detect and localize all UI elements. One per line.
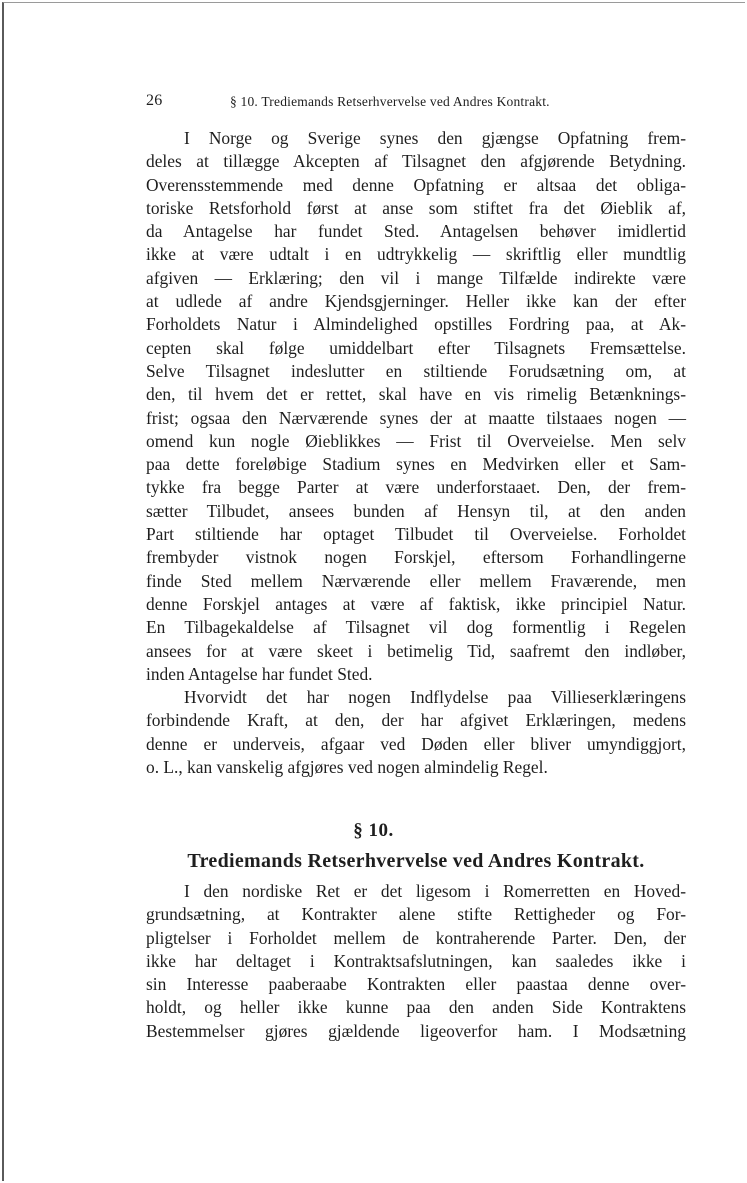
text-line: sætter Tilbudet, ansees bunden af Hensyn til, at den anden [146, 500, 686, 521]
paragraph-2 [146, 880, 686, 1043]
text-line: sin Interesse paaberaabe Kontrakten eller paastaa denne over- [146, 974, 686, 995]
text-line: ikke at være udtalt i en udtrykkelig — skriftlig eller mundtlig [146, 244, 686, 265]
text-line: forbindende Kraft, at den, der har afgivet Erklæringen, medens [146, 710, 686, 731]
text-line: Bestemmelser gjøres gjældende ligeoverfor ham. I Modsætning [146, 1020, 686, 1041]
text-line: denne er underveis, afgaar ved Døden eller bliver umyndiggjort, [146, 733, 686, 754]
text-line: paa dette foreløbige Stadium synes en Medvirken eller et Sam- [146, 454, 686, 475]
text-line: Selve Tilsagnet indeslutter en stiltiende Forudsætning om, at [146, 360, 686, 381]
text-line: cepten skal følge umiddelbart efter Tilsagnets Fremsættelse. [146, 337, 686, 358]
text-line: toriske Retsforhold først at anse som stiftet fra det Øieblik af, [146, 197, 686, 218]
text-line: denne Forskjel antages at være af faktisk, ikke principiel Natur. [146, 593, 686, 614]
text-line: En Tilbagekaldelse af Tilsagnet vil dog formentlig i Regelen [146, 617, 686, 638]
text-line: Part stiltiende har optaget Tilbudet til Overveielse. Forholdet [146, 524, 686, 545]
running-head: § 10. Trediemands Retserhvervelse ved Andres Kontrakt. [230, 94, 550, 109]
text-line: at udlede af andre Kjendsgjerninger. Heller ikke kan der efter [146, 291, 686, 312]
text-line: o. L., kan vanskelig afgjøres ved nogen almindelig Regel. [146, 757, 548, 778]
page-number: 26 [146, 92, 163, 109]
text-line: ansees for at være skeet i betimelig Tid, saafremt den indløber, [146, 640, 686, 661]
section-number: § 10. [353, 820, 394, 841]
text-line: frembyder vistnok nogen Forskjel, eftersom Forhandlingerne [146, 547, 686, 568]
text-line: ikke har deltaget i Kontraktsafslutningen, kan saaledes ikke i [146, 950, 686, 971]
text-line: frist; ogsaa den Nærværende synes der at maatte tilstaaes nogen — [146, 407, 686, 428]
text-line: afgiven — Erklæring; den vil i mange Tilfælde indirekte være [146, 267, 686, 288]
text-line: finde Sted mellem Nærværende eller mellem Fraværende, men [146, 570, 686, 591]
text-line: Overensstemmende med denne Opfatning er altsaa det obliga- [146, 174, 686, 195]
text-line: I den nordiske Ret er det ligesom i Romerretten en Hoved- [184, 881, 686, 901]
text-line: Forholdets Natur i Almindelighed opstilles Fordring paa, at Ak- [146, 314, 686, 335]
section-title: Trediemands Retserhvervelse ved Andres Kontrakt. [187, 850, 645, 872]
text-line: Hvorvidt det har nogen Indflydelse paa Villieserklæringens [184, 687, 686, 708]
paragraph-1 [146, 127, 686, 779]
text-line: pligtelser i Forholdet mellem de kontraherende Parter. Den, der [146, 927, 686, 948]
text-line: holdt, og heller ikke kunne paa den anden Side Kontraktens [146, 997, 686, 1018]
text-line: deles at tillægge Akcepten af Tilsagnet den afgjørende Betydning. [146, 151, 686, 172]
text-line: omend kun nogle Øieblikkes — Frist til Overveielse. Men selv [146, 430, 686, 451]
text-line: den, til hvem det er rettet, skal have en vis rimelig Betænknings- [146, 384, 686, 405]
text-line: da Antagelse har fundet Sted. Antagelsen behøver imidlertid [146, 221, 686, 242]
text-line: I Norge og Sverige synes den gjængse Opfatning frem- [184, 128, 686, 148]
text-line: tykke fra begge Parter at være underforstaaet. Den, der frem- [146, 477, 686, 498]
text-line: inden Antagelse har fundet Sted. [146, 663, 373, 684]
text-line: grundsætning, at Kontrakter alene stifte Rettigheder og For- [146, 904, 686, 925]
